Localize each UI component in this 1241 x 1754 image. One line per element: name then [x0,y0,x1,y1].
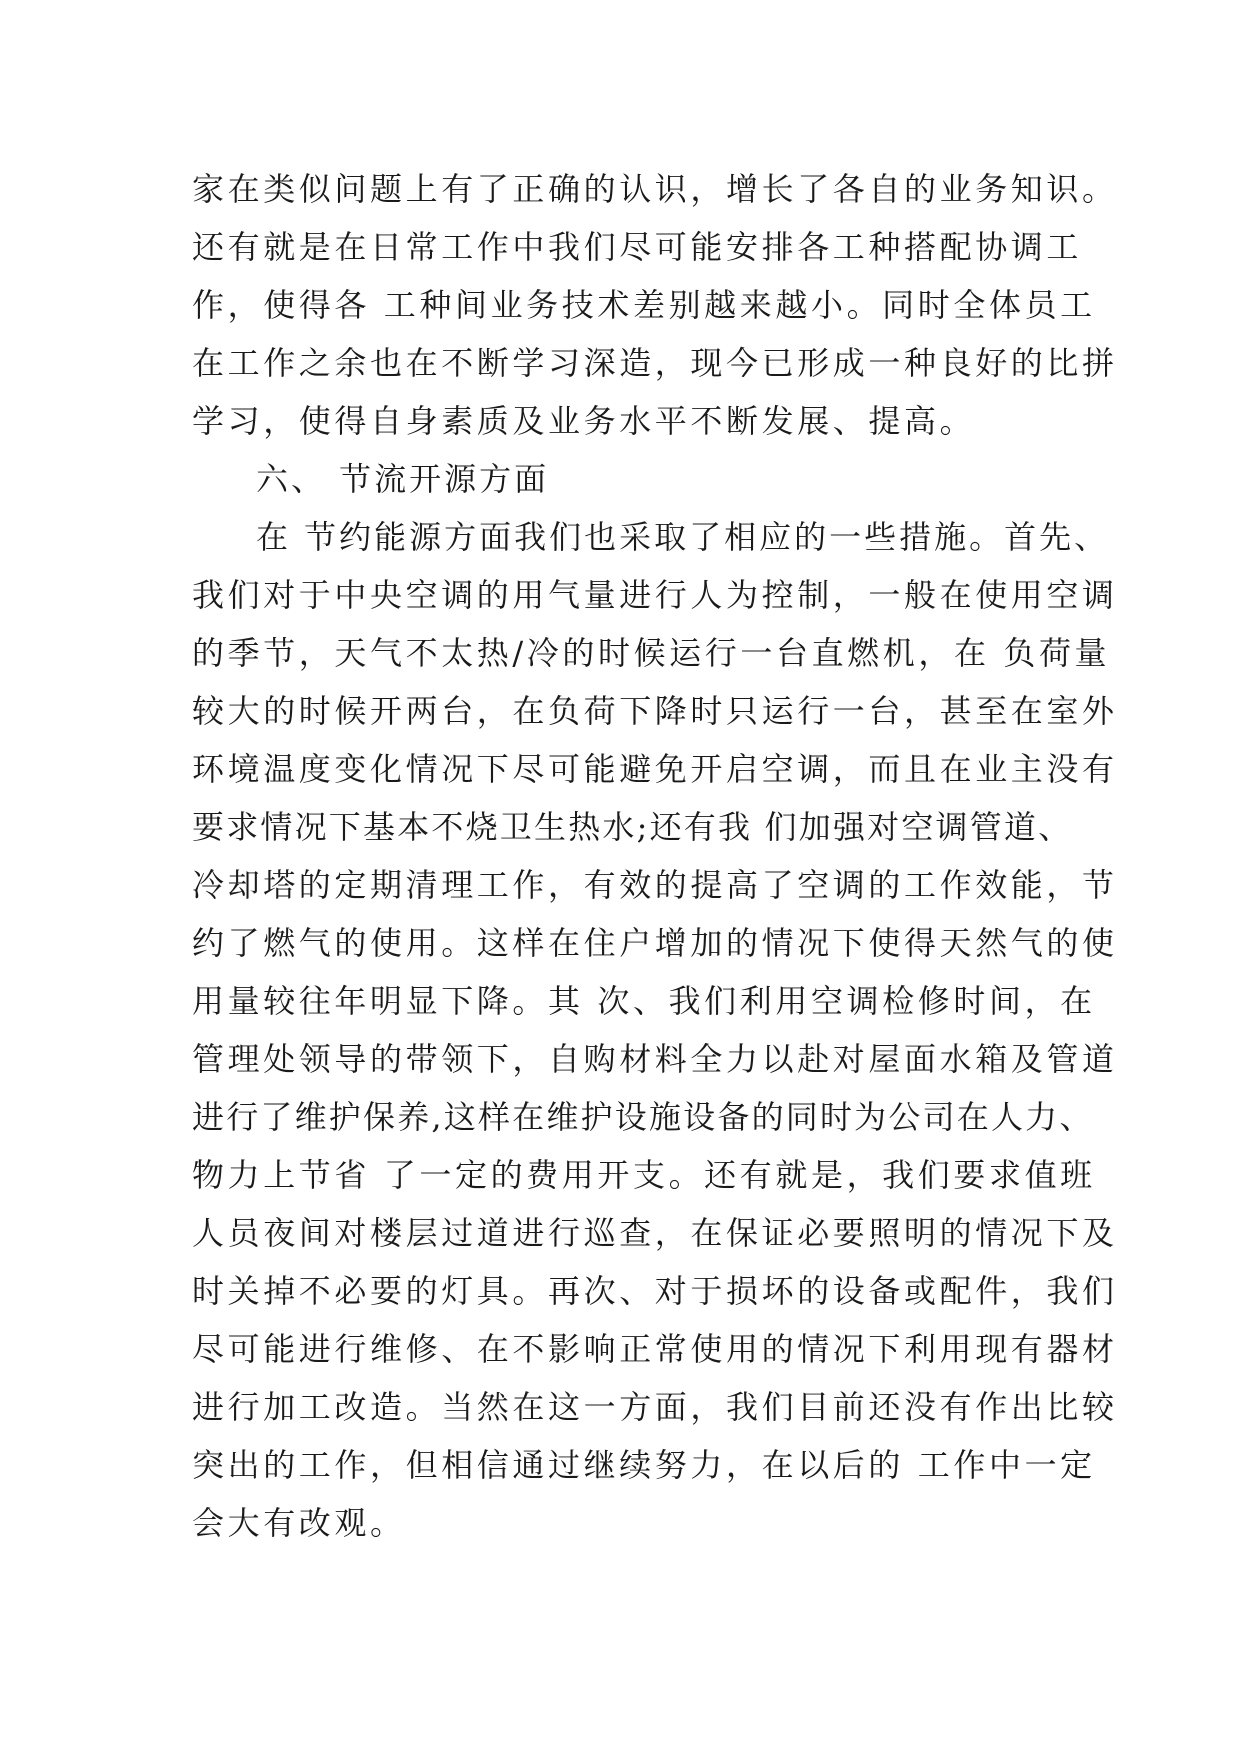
body-text [192,160,1118,1552]
text-line: 冷却塔的定期清理工作，有效的提高了空调的工作效能，节 [192,866,1118,904]
text-line: 家在类似问题上有了正确的认识，增长了各自的业务知识。 [192,170,1118,208]
paragraph-first-line: 在 节约能源方面我们也采取了相应的一些措施。首先、 [256,518,1110,556]
section-heading: 六、 节流开源方面 [256,460,550,498]
text-line: 人员夜间对楼层过道进行巡查，在保证必要照明的情况下及 [192,1214,1118,1252]
text-line: 的季节，天气不太热/冷的时候运行一台直燃机，在 负荷量 [192,634,1111,672]
text-line: 还有就是在日常工作中我们尽可能安排各工种搭配协调工 [192,228,1083,266]
text-line: 尽可能进行维修、在不影响正常使用的情况下利用现有器材 [192,1330,1118,1368]
text-line: 我们对于中央空调的用气量进行人为控制，一般在使用空调 [192,576,1118,614]
text-line: 时关掉不必要的灯具。再次、对于损坏的设备或配件，我们 [192,1272,1118,1310]
text-line: 进行加工改造。当然在这一方面，我们目前还没有作出比较 [192,1388,1118,1426]
text-line: 管理处领导的带领下，自购材料全力以赴对屋面水箱及管道 [192,1040,1118,1078]
text-line: 约了燃气的使用。这样在住户增加的情况下使得天然气的使 [192,924,1118,962]
text-line: 物力上节省 了一定的费用开支。还有就是，我们要求值班 [192,1156,1096,1194]
text-line: 在工作之余也在不断学习深造，现今已形成一种良好的比拼 [192,344,1118,382]
text-line: 用量较往年明显下降。其 次、我们利用空调检修时间，在 [192,982,1096,1020]
text-line: 环境温度变化情况下尽可能避免开启空调，而且在业主没有 [192,750,1118,788]
text-line: 较大的时候开两台，在负荷下降时只运行一台，甚至在室外 [192,692,1118,730]
text-line: 作，使得各 工种间业务技术差别越来越小。同时全体员工 [192,286,1096,324]
text-line: 突出的工作，但相信通过继续努力，在以后的 工作中一定 [192,1446,1096,1484]
text-line: 进行了维护保养,这样在维护设施设备的同时为公司在人力、 [192,1098,1094,1136]
text-line: 会大有改观。 [192,1504,406,1542]
text-line: 学习，使得自身素质及业务水平不断发展、提高。 [192,402,976,440]
text-line: 要求情况下基本不烧卫生热水;还有我 们加强对空调管道、 [192,808,1073,846]
